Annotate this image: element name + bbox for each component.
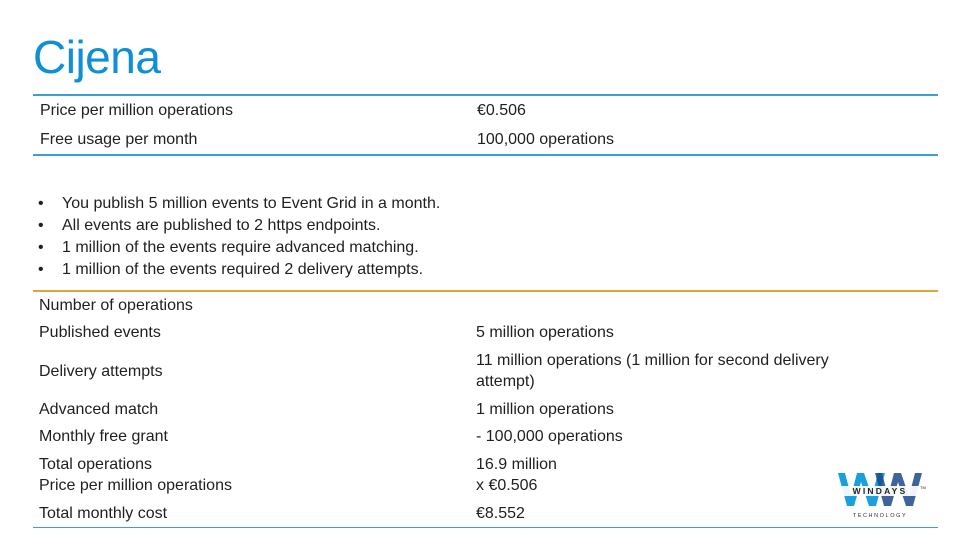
pricing-value: €0.506 [477, 101, 526, 119]
windays-logo-icon [835, 470, 925, 520]
calc-label: Published events [39, 324, 161, 341]
list-item-text: You publish 5 million events to Event Grid in a month. [62, 195, 441, 212]
calc-label-line: Total operations [39, 456, 152, 473]
logo-tm: TM [920, 485, 926, 490]
calculation-header: Number of operations [39, 297, 193, 314]
slide-title: Cijena [33, 31, 161, 83]
calc-value: 11 million operations (1 million for second delivery attempt) [476, 352, 829, 390]
calc-label-multiline [33, 454, 476, 496]
list-item-text: 1 million of the events required 2 delivery attempts. [62, 261, 424, 278]
table-bottom-line [33, 154, 938, 156]
table-row [33, 96, 938, 125]
calc-value-multiline [476, 454, 876, 496]
calc-label: Delivery attempts [39, 362, 163, 380]
pricing-label: Free usage per month [40, 130, 198, 148]
calc-value: 1 million operations [476, 401, 614, 418]
calc-value-line: 16.9 million [476, 456, 557, 473]
calculation-table [33, 290, 938, 528]
logo-subtitle: TECHNOLOGY [852, 513, 908, 519]
list-item [38, 259, 440, 281]
calc-label: Advanced match [39, 401, 159, 418]
table-header-row [33, 292, 938, 319]
table-row [33, 450, 938, 500]
calc-label: Monthly free grant [39, 428, 168, 445]
pricing-label: Price per million operations [40, 101, 233, 119]
list-item [38, 215, 440, 237]
calc-label-line: Price per million operations [39, 477, 232, 494]
list-item [38, 237, 440, 259]
list-item [38, 193, 440, 215]
table-row [33, 500, 938, 527]
scenario-list [38, 193, 440, 281]
table-row [33, 396, 938, 423]
calc-value: - 100,000 operations [476, 428, 623, 445]
calc-label: Total monthly cost [39, 505, 168, 522]
table-row [33, 319, 938, 346]
pricing-table [33, 94, 938, 156]
table-bottom-line [33, 527, 938, 528]
table-row [33, 346, 938, 396]
calc-value: €8.552 [476, 505, 525, 522]
bullet-icon: • [38, 217, 44, 234]
list-item-text: 1 million of the events require advanced matching. [62, 239, 419, 256]
list-item-text: All events are published to 2 https endpoints. [62, 217, 381, 234]
pricing-value: 100,000 operations [477, 130, 614, 148]
bullet-icon: • [38, 195, 44, 212]
table-row [33, 125, 938, 154]
table-row [33, 423, 938, 450]
logo-wordmark: WINDAYS [852, 486, 908, 496]
windays-logo [835, 470, 925, 520]
calc-value-line: x €0.506 [476, 477, 538, 494]
calc-value: 5 million operations [476, 324, 614, 341]
bullet-icon: • [38, 261, 44, 278]
bullet-icon: • [38, 239, 44, 256]
